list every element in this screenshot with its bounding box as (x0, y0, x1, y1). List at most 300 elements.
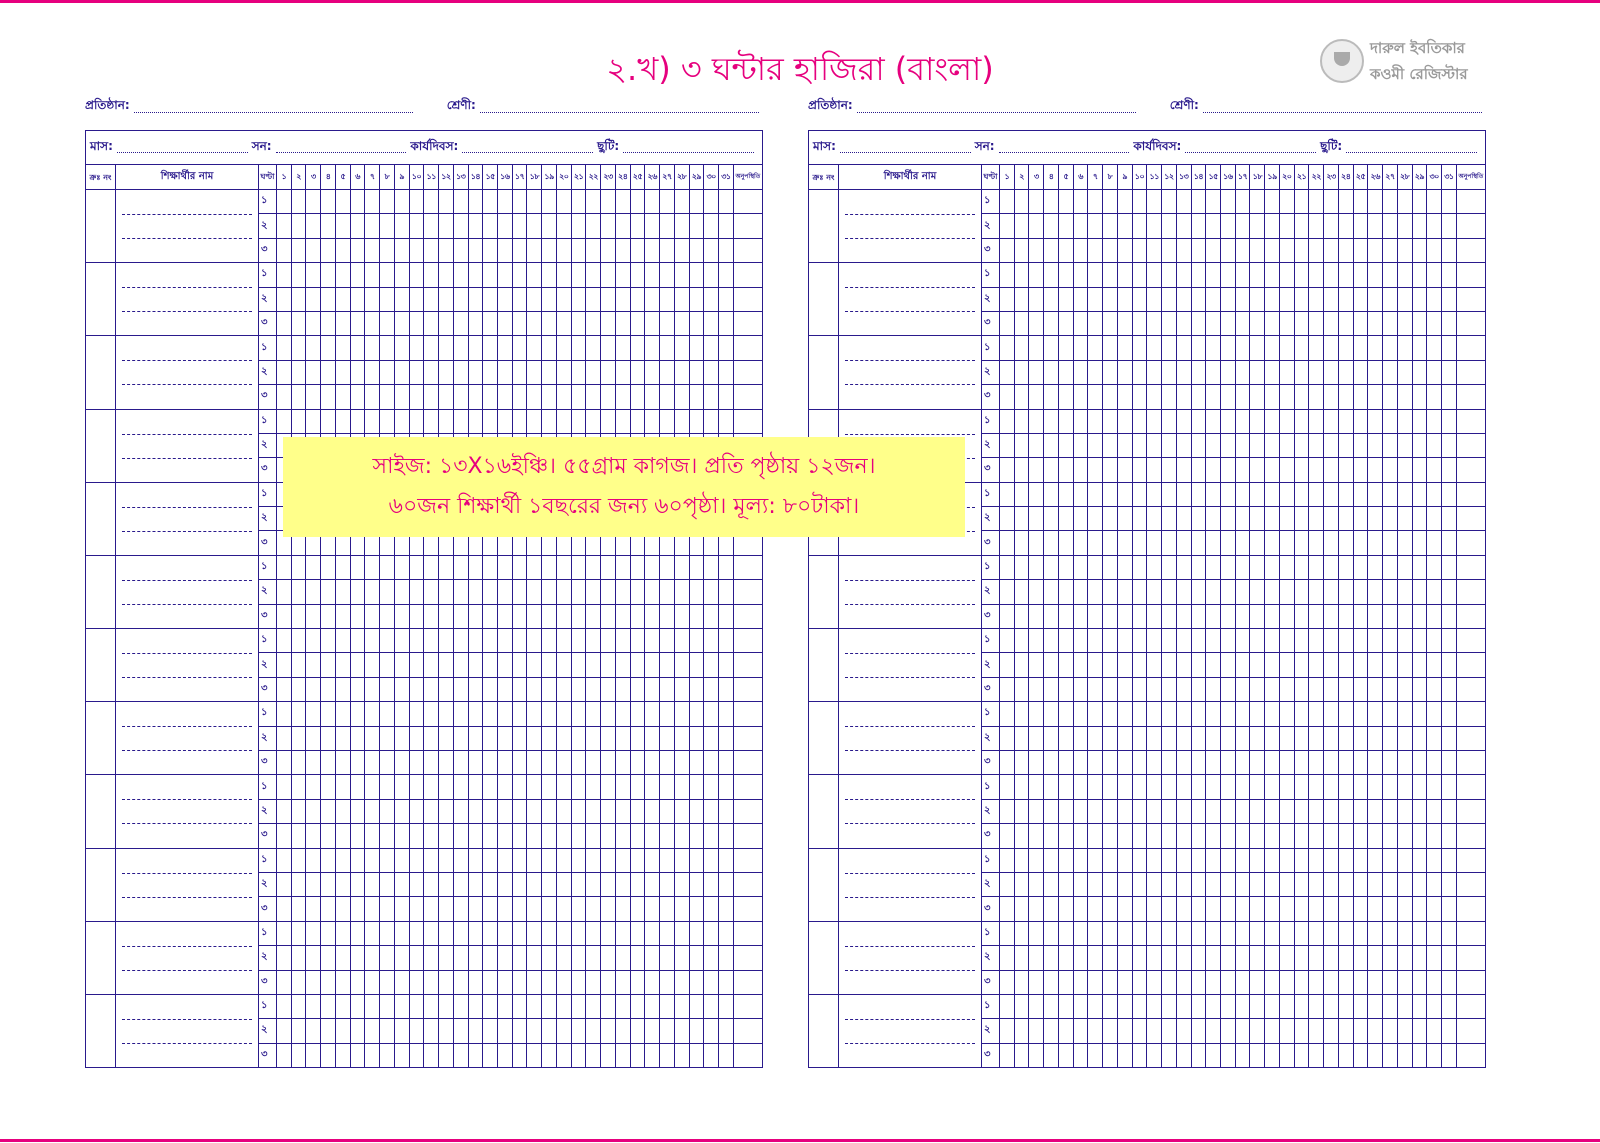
student-name-cell[interactable] (839, 994, 982, 1067)
attendance-cell[interactable] (468, 677, 483, 701)
attendance-cell[interactable] (704, 653, 719, 677)
attendance-cell[interactable] (1250, 872, 1265, 896)
attendance-cell[interactable] (1000, 921, 1015, 945)
attendance-cell[interactable] (1427, 872, 1442, 896)
attendance-cell[interactable] (1279, 385, 1294, 409)
attendance-cell[interactable] (424, 653, 439, 677)
attendance-cell[interactable] (291, 897, 306, 921)
attendance-cell[interactable] (1442, 946, 1457, 970)
attendance-cell[interactable] (1162, 263, 1177, 287)
attendance-cell[interactable] (571, 190, 586, 214)
attendance-cell[interactable] (1147, 970, 1162, 994)
attendance-cell[interactable] (394, 1019, 409, 1043)
attendance-cell[interactable] (719, 385, 734, 409)
attendance-cell[interactable] (1383, 336, 1398, 360)
attendance-cell[interactable] (542, 677, 557, 701)
attendance-cell[interactable] (394, 385, 409, 409)
attendance-cell[interactable] (645, 604, 660, 628)
attendance-cell[interactable] (1324, 482, 1339, 506)
attendance-cell[interactable] (409, 555, 424, 579)
attendance-cell[interactable] (1412, 750, 1427, 774)
student-name-cell[interactable] (116, 263, 259, 336)
attendance-cell[interactable] (527, 385, 542, 409)
attendance-cell[interactable] (1309, 409, 1324, 433)
absence-total-cell[interactable] (1456, 385, 1485, 409)
attendance-cell[interactable] (1353, 409, 1368, 433)
attendance-cell[interactable] (1397, 702, 1412, 726)
serial-cell[interactable] (809, 848, 839, 921)
attendance-cell[interactable] (1044, 604, 1059, 628)
attendance-cell[interactable] (1412, 482, 1427, 506)
attendance-cell[interactable] (1427, 921, 1442, 945)
attendance-cell[interactable] (1176, 214, 1191, 238)
attendance-cell[interactable] (1353, 848, 1368, 872)
attendance-cell[interactable] (306, 311, 321, 335)
attendance-cell[interactable] (439, 921, 454, 945)
attendance-cell[interactable] (571, 360, 586, 384)
attendance-cell[interactable] (1368, 824, 1383, 848)
attendance-cell[interactable] (1058, 311, 1073, 335)
attendance-cell[interactable] (1000, 555, 1015, 579)
attendance-cell[interactable] (556, 190, 571, 214)
attendance-cell[interactable] (335, 311, 350, 335)
attendance-cell[interactable] (335, 750, 350, 774)
attendance-cell[interactable] (1353, 555, 1368, 579)
attendance-cell[interactable] (1176, 750, 1191, 774)
attendance-cell[interactable] (1279, 580, 1294, 604)
attendance-cell[interactable] (601, 653, 616, 677)
attendance-cell[interactable] (704, 604, 719, 628)
absence-total-cell[interactable] (1456, 360, 1485, 384)
attendance-cell[interactable] (1250, 238, 1265, 262)
attendance-cell[interactable] (1250, 848, 1265, 872)
attendance-cell[interactable] (1088, 311, 1103, 335)
attendance-cell[interactable] (380, 190, 395, 214)
attendance-cell[interactable] (1132, 1019, 1147, 1043)
attendance-cell[interactable] (453, 629, 468, 653)
attendance-cell[interactable] (512, 970, 527, 994)
attendance-cell[interactable] (380, 287, 395, 311)
attendance-cell[interactable] (586, 580, 601, 604)
attendance-cell[interactable] (1338, 409, 1353, 433)
attendance-cell[interactable] (1235, 848, 1250, 872)
attendance-cell[interactable] (277, 702, 292, 726)
attendance-cell[interactable] (291, 604, 306, 628)
attendance-cell[interactable] (1103, 653, 1118, 677)
attendance-cell[interactable] (1368, 507, 1383, 531)
attendance-cell[interactable] (1324, 824, 1339, 848)
attendance-cell[interactable] (1014, 604, 1029, 628)
attendance-cell[interactable] (1265, 214, 1280, 238)
attendance-cell[interactable] (1073, 872, 1088, 896)
attendance-cell[interactable] (1442, 580, 1457, 604)
attendance-cell[interactable] (277, 897, 292, 921)
attendance-cell[interactable] (660, 336, 675, 360)
attendance-cell[interactable] (380, 872, 395, 896)
attendance-cell[interactable] (291, 311, 306, 335)
attendance-cell[interactable] (409, 190, 424, 214)
attendance-cell[interactable] (424, 946, 439, 970)
attendance-cell[interactable] (1235, 1043, 1250, 1067)
attendance-cell[interactable] (719, 750, 734, 774)
attendance-cell[interactable] (719, 409, 734, 433)
attendance-cell[interactable] (350, 190, 365, 214)
attendance-cell[interactable] (321, 629, 336, 653)
attendance-cell[interactable] (1147, 726, 1162, 750)
attendance-cell[interactable] (306, 921, 321, 945)
attendance-cell[interactable] (365, 970, 380, 994)
attendance-cell[interactable] (1103, 921, 1118, 945)
attendance-cell[interactable] (1383, 970, 1398, 994)
attendance-cell[interactable] (365, 702, 380, 726)
attendance-cell[interactable] (1221, 629, 1236, 653)
attendance-cell[interactable] (1162, 848, 1177, 872)
attendance-cell[interactable] (527, 580, 542, 604)
attendance-cell[interactable] (630, 287, 645, 311)
attendance-cell[interactable] (1103, 385, 1118, 409)
attendance-cell[interactable] (1176, 970, 1191, 994)
attendance-cell[interactable] (483, 799, 498, 823)
attendance-cell[interactable] (1397, 677, 1412, 701)
attendance-cell[interactable] (424, 1043, 439, 1067)
attendance-cell[interactable] (1117, 458, 1132, 482)
attendance-cell[interactable] (601, 824, 616, 848)
attendance-cell[interactable] (1383, 433, 1398, 457)
attendance-cell[interactable] (704, 775, 719, 799)
attendance-cell[interactable] (1058, 824, 1073, 848)
attendance-cell[interactable] (1397, 580, 1412, 604)
attendance-cell[interactable] (1383, 750, 1398, 774)
attendance-cell[interactable] (453, 824, 468, 848)
attendance-cell[interactable] (1058, 1043, 1073, 1067)
attendance-cell[interactable] (704, 702, 719, 726)
attendance-cell[interactable] (645, 702, 660, 726)
attendance-cell[interactable] (424, 238, 439, 262)
attendance-cell[interactable] (1176, 775, 1191, 799)
attendance-cell[interactable] (453, 677, 468, 701)
attendance-cell[interactable] (586, 750, 601, 774)
attendance-cell[interactable] (277, 970, 292, 994)
attendance-cell[interactable] (1117, 433, 1132, 457)
attendance-cell[interactable] (350, 311, 365, 335)
attendance-cell[interactable] (1014, 287, 1029, 311)
attendance-cell[interactable] (1044, 311, 1059, 335)
attendance-cell[interactable] (512, 311, 527, 335)
attendance-cell[interactable] (556, 994, 571, 1018)
attendance-cell[interactable] (1279, 824, 1294, 848)
attendance-cell[interactable] (1265, 897, 1280, 921)
attendance-cell[interactable] (527, 1043, 542, 1067)
serial-cell[interactable] (86, 555, 116, 628)
attendance-cell[interactable] (1383, 287, 1398, 311)
attendance-cell[interactable] (527, 702, 542, 726)
attendance-cell[interactable] (660, 726, 675, 750)
attendance-cell[interactable] (1250, 921, 1265, 945)
attendance-cell[interactable] (365, 1043, 380, 1067)
attendance-cell[interactable] (483, 702, 498, 726)
attendance-cell[interactable] (1088, 555, 1103, 579)
attendance-cell[interactable] (1265, 946, 1280, 970)
attendance-cell[interactable] (689, 921, 704, 945)
attendance-cell[interactable] (689, 677, 704, 701)
attendance-cell[interactable] (1058, 970, 1073, 994)
attendance-cell[interactable] (1279, 336, 1294, 360)
attendance-cell[interactable] (1250, 1043, 1265, 1067)
attendance-cell[interactable] (1147, 214, 1162, 238)
attendance-cell[interactable] (660, 799, 675, 823)
attendance-cell[interactable] (615, 677, 630, 701)
attendance-cell[interactable] (1000, 409, 1015, 433)
attendance-cell[interactable] (660, 385, 675, 409)
attendance-cell[interactable] (1103, 1019, 1118, 1043)
attendance-cell[interactable] (1088, 726, 1103, 750)
attendance-cell[interactable] (1412, 336, 1427, 360)
attendance-cell[interactable] (1191, 531, 1206, 555)
attendance-cell[interactable] (291, 750, 306, 774)
attendance-cell[interactable] (1044, 970, 1059, 994)
attendance-cell[interactable] (350, 555, 365, 579)
attendance-cell[interactable] (1044, 433, 1059, 457)
attendance-cell[interactable] (1132, 311, 1147, 335)
attendance-cell[interactable] (1279, 238, 1294, 262)
attendance-cell[interactable] (1338, 726, 1353, 750)
attendance-cell[interactable] (498, 872, 513, 896)
attendance-cell[interactable] (335, 409, 350, 433)
attendance-cell[interactable] (630, 994, 645, 1018)
attendance-cell[interactable] (1221, 994, 1236, 1018)
attendance-cell[interactable] (1132, 214, 1147, 238)
attendance-cell[interactable] (306, 409, 321, 433)
attendance-cell[interactable] (1250, 799, 1265, 823)
attendance-cell[interactable] (1250, 946, 1265, 970)
attendance-cell[interactable] (1235, 507, 1250, 531)
attendance-cell[interactable] (1191, 360, 1206, 384)
attendance-cell[interactable] (1073, 970, 1088, 994)
attendance-cell[interactable] (306, 799, 321, 823)
attendance-cell[interactable] (571, 677, 586, 701)
attendance-cell[interactable] (321, 238, 336, 262)
attendance-cell[interactable] (1191, 580, 1206, 604)
attendance-cell[interactable] (365, 555, 380, 579)
attendance-cell[interactable] (1044, 872, 1059, 896)
attendance-cell[interactable] (335, 994, 350, 1018)
attendance-cell[interactable] (1058, 385, 1073, 409)
attendance-cell[interactable] (453, 897, 468, 921)
attendance-cell[interactable] (1338, 263, 1353, 287)
attendance-cell[interactable] (424, 190, 439, 214)
attendance-cell[interactable] (1235, 190, 1250, 214)
attendance-cell[interactable] (542, 897, 557, 921)
attendance-cell[interactable] (291, 653, 306, 677)
attendance-cell[interactable] (1383, 458, 1398, 482)
attendance-cell[interactable] (321, 409, 336, 433)
attendance-cell[interactable] (689, 970, 704, 994)
attendance-cell[interactable] (689, 799, 704, 823)
attendance-cell[interactable] (1235, 1019, 1250, 1043)
attendance-cell[interactable] (365, 385, 380, 409)
attendance-cell[interactable] (409, 775, 424, 799)
attendance-cell[interactable] (1176, 190, 1191, 214)
serial-cell[interactable] (86, 482, 116, 555)
attendance-cell[interactable] (380, 385, 395, 409)
attendance-cell[interactable] (1294, 238, 1309, 262)
attendance-cell[interactable] (630, 214, 645, 238)
attendance-cell[interactable] (1029, 775, 1044, 799)
attendance-cell[interactable] (719, 872, 734, 896)
attendance-cell[interactable] (556, 1043, 571, 1067)
attendance-cell[interactable] (483, 653, 498, 677)
attendance-cell[interactable] (689, 604, 704, 628)
attendance-cell[interactable] (1088, 580, 1103, 604)
attendance-cell[interactable] (1176, 580, 1191, 604)
attendance-cell[interactable] (1073, 531, 1088, 555)
attendance-cell[interactable] (1324, 677, 1339, 701)
attendance-cell[interactable] (1103, 775, 1118, 799)
attendance-cell[interactable] (1029, 409, 1044, 433)
attendance-cell[interactable] (1088, 409, 1103, 433)
attendance-cell[interactable] (1117, 677, 1132, 701)
attendance-cell[interactable] (468, 190, 483, 214)
attendance-cell[interactable] (719, 994, 734, 1018)
attendance-cell[interactable] (1058, 750, 1073, 774)
attendance-cell[interactable] (1309, 946, 1324, 970)
attendance-cell[interactable] (586, 824, 601, 848)
attendance-cell[interactable] (380, 970, 395, 994)
attendance-cell[interactable] (394, 677, 409, 701)
attendance-cell[interactable] (630, 336, 645, 360)
attendance-cell[interactable] (1427, 482, 1442, 506)
attendance-cell[interactable] (1162, 409, 1177, 433)
attendance-cell[interactable] (1176, 287, 1191, 311)
attendance-cell[interactable] (1103, 994, 1118, 1018)
attendance-cell[interactable] (660, 604, 675, 628)
attendance-cell[interactable] (674, 946, 689, 970)
attendance-cell[interactable] (498, 238, 513, 262)
attendance-cell[interactable] (1427, 1043, 1442, 1067)
attendance-cell[interactable] (483, 385, 498, 409)
attendance-cell[interactable] (1073, 677, 1088, 701)
attendance-cell[interactable] (1044, 799, 1059, 823)
attendance-cell[interactable] (365, 360, 380, 384)
attendance-cell[interactable] (1279, 872, 1294, 896)
attendance-cell[interactable] (660, 409, 675, 433)
attendance-cell[interactable] (380, 336, 395, 360)
serial-cell[interactable] (809, 336, 839, 409)
attendance-cell[interactable] (586, 726, 601, 750)
attendance-cell[interactable] (1250, 287, 1265, 311)
attendance-cell[interactable] (556, 238, 571, 262)
attendance-cell[interactable] (1191, 263, 1206, 287)
attendance-cell[interactable] (1383, 580, 1398, 604)
attendance-cell[interactable] (1235, 921, 1250, 945)
attendance-cell[interactable] (542, 653, 557, 677)
attendance-cell[interactable] (645, 1019, 660, 1043)
attendance-cell[interactable] (1088, 629, 1103, 653)
attendance-cell[interactable] (1014, 531, 1029, 555)
attendance-cell[interactable] (1044, 653, 1059, 677)
attendance-cell[interactable] (1427, 458, 1442, 482)
attendance-cell[interactable] (1029, 970, 1044, 994)
attendance-cell[interactable] (1147, 946, 1162, 970)
attendance-cell[interactable] (1103, 287, 1118, 311)
attendance-cell[interactable] (439, 360, 454, 384)
attendance-cell[interactable] (1147, 629, 1162, 653)
attendance-cell[interactable] (1000, 604, 1015, 628)
attendance-cell[interactable] (1058, 921, 1073, 945)
attendance-cell[interactable] (1117, 580, 1132, 604)
attendance-cell[interactable] (1338, 238, 1353, 262)
student-name-cell[interactable] (116, 994, 259, 1067)
attendance-cell[interactable] (1221, 848, 1236, 872)
attendance-cell[interactable] (1338, 1043, 1353, 1067)
attendance-cell[interactable] (498, 750, 513, 774)
attendance-cell[interactable] (1058, 799, 1073, 823)
attendance-cell[interactable] (1088, 336, 1103, 360)
attendance-cell[interactable] (1147, 190, 1162, 214)
attendance-cell[interactable] (350, 360, 365, 384)
attendance-cell[interactable] (1221, 946, 1236, 970)
attendance-cell[interactable] (719, 726, 734, 750)
serial-cell[interactable] (86, 629, 116, 702)
attendance-cell[interactable] (350, 897, 365, 921)
attendance-cell[interactable] (1338, 190, 1353, 214)
attendance-cell[interactable] (630, 360, 645, 384)
attendance-cell[interactable] (1324, 458, 1339, 482)
attendance-cell[interactable] (409, 263, 424, 287)
attendance-cell[interactable] (1353, 263, 1368, 287)
attendance-cell[interactable] (468, 604, 483, 628)
attendance-cell[interactable] (439, 726, 454, 750)
attendance-cell[interactable] (1014, 677, 1029, 701)
attendance-cell[interactable] (556, 677, 571, 701)
attendance-cell[interactable] (350, 1019, 365, 1043)
attendance-cell[interactable] (1117, 824, 1132, 848)
attendance-cell[interactable] (1206, 482, 1221, 506)
attendance-cell[interactable] (1309, 238, 1324, 262)
attendance-cell[interactable] (1206, 824, 1221, 848)
serial-cell[interactable] (86, 263, 116, 336)
attendance-cell[interactable] (542, 994, 557, 1018)
attendance-cell[interactable] (630, 970, 645, 994)
attendance-cell[interactable] (1176, 1043, 1191, 1067)
attendance-cell[interactable] (1029, 433, 1044, 457)
attendance-cell[interactable] (306, 970, 321, 994)
attendance-cell[interactable] (571, 921, 586, 945)
absence-total-cell[interactable] (1456, 311, 1485, 335)
attendance-cell[interactable] (1309, 507, 1324, 531)
attendance-cell[interactable] (350, 921, 365, 945)
attendance-cell[interactable] (660, 702, 675, 726)
attendance-cell[interactable] (571, 580, 586, 604)
attendance-cell[interactable] (1368, 848, 1383, 872)
attendance-cell[interactable] (380, 409, 395, 433)
attendance-cell[interactable] (542, 629, 557, 653)
attendance-cell[interactable] (1103, 897, 1118, 921)
attendance-cell[interactable] (1044, 629, 1059, 653)
attendance-cell[interactable] (1338, 946, 1353, 970)
attendance-cell[interactable] (704, 360, 719, 384)
attendance-cell[interactable] (1353, 1043, 1368, 1067)
attendance-cell[interactable] (527, 409, 542, 433)
attendance-cell[interactable] (1442, 1019, 1457, 1043)
attendance-cell[interactable] (1000, 238, 1015, 262)
attendance-cell[interactable] (1088, 970, 1103, 994)
attendance-cell[interactable] (1324, 921, 1339, 945)
attendance-cell[interactable] (439, 677, 454, 701)
attendance-cell[interactable] (380, 994, 395, 1018)
absence-total-cell[interactable] (1456, 897, 1485, 921)
attendance-cell[interactable] (1176, 824, 1191, 848)
